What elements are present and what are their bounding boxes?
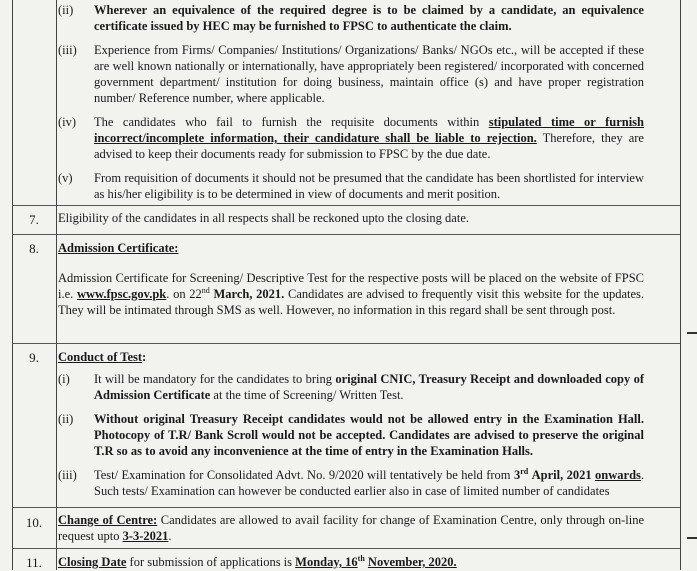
item-number: (i): [58, 372, 70, 386]
section-10-content: [58, 512, 644, 544]
item-number: (ii): [58, 412, 74, 426]
table-left-border: [12, 0, 13, 570]
item-text: Experience from Firms/ Companies/ Institutions/ Organizations/ Banks/ NGOs etc., will be accepted if these are well known nationally or internationally, have appropriately been registered/ incorporated with concerned government department/ institution for doing business, maintain office (s) and have proper registration number/ Reference number, where applicable.: [94, 43, 644, 105]
item-text: The candidates who fail to furnish the requisite documents within stipulated time or furnish incorrect/incomplete information, their candidature shall be liable to rejection. Therefore, they are advised to keep their documents ready for submission to FPSC by the due date.: [94, 115, 644, 161]
section-number: 7.: [29, 212, 39, 227]
list-item: [58, 2, 644, 34]
row-divider-9: [12, 343, 680, 344]
section-text: Admission Certificate for Screening/ Descriptive Test for the respective posts will be placed on the website of FPSC i.e. www.fpsc.gov.pk. on 22nd March, 2021. Candidates are advised to frequently visit this website for the updates. They will be intimated through SMS as well. However, no information in this regard shall be sent through post.: [58, 271, 645, 317]
table-column-divider: [56, 0, 57, 570]
item-text: From requisition of documents it should not be presumed that the candidate has been shortlisted for interview as his/her eligibility is to be determined in view of documents and merit position.: [94, 171, 644, 201]
section-number: 10.: [25, 515, 43, 530]
section-text: Change of Centre: Candidates are allowed to avail facility for change of Examination Centre, only through on-line request upto 3-3-2021.: [58, 513, 645, 543]
item-text: Without original Treasury Receipt candidates would not be allowed entry in the Examination Hall. Photocopy of T.R/ Bank Scroll would not be accepted. Candidates are advised to preserve the original T.R so as to avoid any inconvenience at the time of entry in the Examination Halls.: [94, 412, 644, 458]
list-item: [58, 170, 644, 202]
item-number: (iii): [58, 468, 77, 482]
section-8-content: [58, 240, 644, 318]
item-number: (iii): [58, 43, 77, 57]
list-item: [58, 42, 644, 106]
website-link[interactable]: www.fpsc.gov.pk: [76, 287, 167, 301]
section-11-content: [58, 554, 644, 570]
row-divider-8: [12, 234, 680, 235]
scan-edge-mark: [687, 332, 697, 334]
item-number: (iv): [58, 115, 77, 129]
item-number: (ii): [58, 3, 74, 17]
emphasis-text: stipulated time or furnish incorrect/incomplete information, their candidature shall be liable to rejection.: [94, 115, 644, 145]
row-divider-7: [12, 205, 680, 206]
list-item: [58, 467, 644, 499]
section-number: 8.: [29, 241, 39, 256]
item-text: Wherever an equivalence of the required degree is to be claimed by a candidate, an equivalence certificate issued by HEC may be furnished to FPSC to authenticate the claim.: [94, 3, 644, 33]
section-heading: Closing Date: [58, 555, 127, 569]
section-7-text: Eligibility of the candidates in all respects shall be reckoned upto the closing date.: [58, 211, 469, 225]
section-heading: Change of Centre:: [58, 513, 158, 527]
section-number: 9.: [29, 350, 39, 365]
list-item: [58, 371, 644, 403]
item-text: It will be mandatory for the candidates to bring original CNIC, Treasury Receipt and downloaded copy of Admission Certificate at the time of Screening/ Written Test.: [94, 372, 645, 402]
row-divider-10: [12, 507, 680, 508]
row-divider-11: [12, 548, 680, 549]
item-text: Test/ Examination for Consolidated Advt. No. 9/2020 will tentatively be held from 3rd April, 2021 onwards. Such tests/ Examination can however be conducted earlier also in case of limited number of candidates: [94, 466, 645, 498]
list-item: [58, 114, 644, 162]
table-right-border: [680, 0, 681, 570]
item-number: (v): [58, 171, 73, 185]
section-9-content: [58, 349, 644, 499]
list-item: [58, 411, 644, 459]
section-text: Closing Date for submission of applications is Monday, 16th November, 2020.: [58, 553, 457, 569]
section-number: 11.: [26, 555, 42, 570]
section-heading: Conduct of Test:: [58, 350, 147, 364]
section-6-items: [58, 2, 644, 202]
scan-edge-mark: [687, 537, 697, 539]
section-heading: Admission Certificate:: [58, 241, 179, 255]
